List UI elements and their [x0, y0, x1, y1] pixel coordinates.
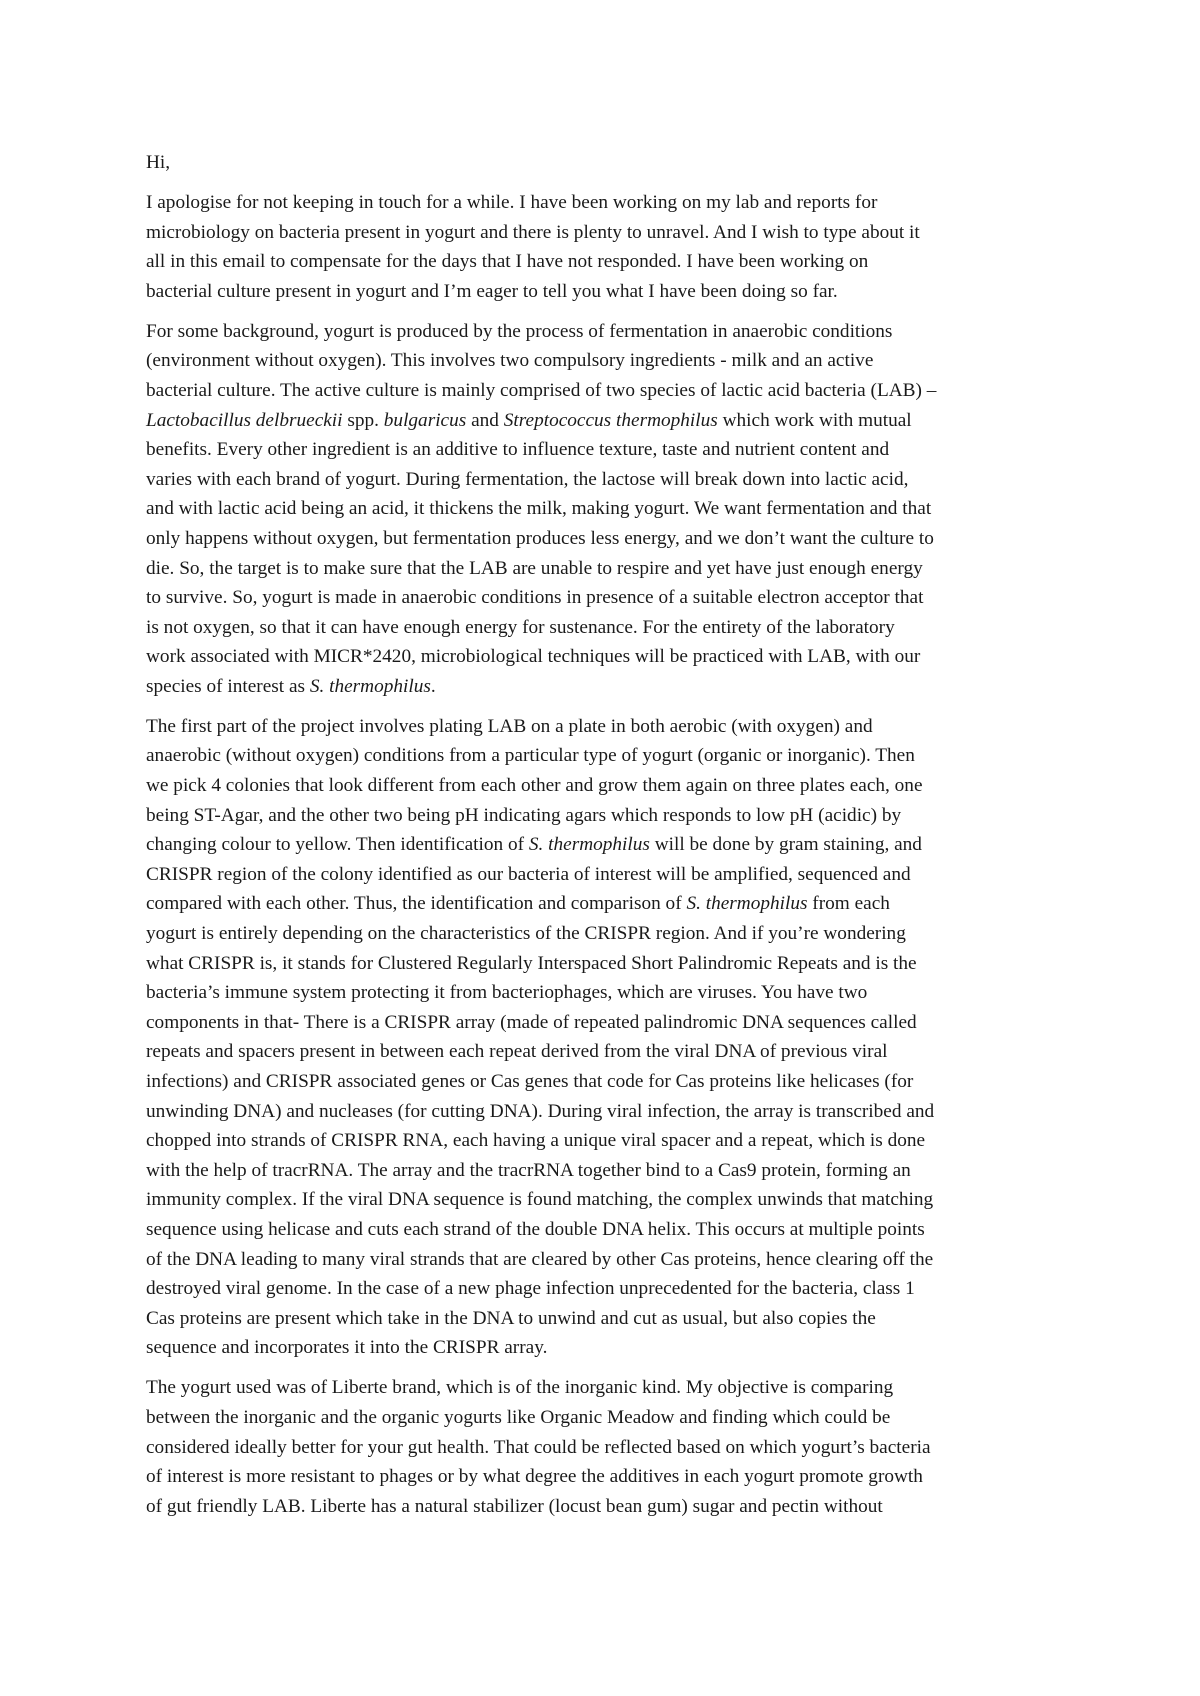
- text-line: [146, 1403, 1066, 1433]
- greeting-text: Hi,: [146, 152, 171, 173]
- text-line: [146, 672, 1066, 702]
- text-segment: with the help of tracrRNA. The array and the tracrRNA together bind to a Cas9 protein, forming an: [146, 1159, 911, 1181]
- text-line: [146, 1037, 1066, 1067]
- text-segment: spp.: [342, 409, 384, 431]
- paragraphs-container: [146, 188, 1066, 1521]
- species-name: bulgaricus: [383, 409, 467, 431]
- text-segment: being ST-Agar, and the other two being pH indicating agars which responds to low pH (acidic) by: [146, 804, 902, 826]
- text-segment: The yogurt used was of Liberte brand, which is of the inorganic kind. My objective is comparing: [146, 1377, 894, 1399]
- text-segment: The first part of the project involves plating LAB on a plate in both aerobic (with oxygen) and: [146, 715, 873, 737]
- text-segment: of interest is more resistant to phages or by what degree the additives in each yogurt promote growth: [146, 1466, 923, 1488]
- text-line: [146, 346, 1066, 376]
- species-name: Lactobacillus delbrueckii: [146, 409, 343, 431]
- text-segment: only happens without oxygen, but fermentation produces less energy, and we don’t want the culture to: [146, 527, 934, 549]
- text-segment: .: [430, 675, 436, 697]
- text-segment: I apologise for not keeping in touch for a while. I have been working on my lab and reports for: [146, 191, 878, 213]
- text-line: [146, 642, 1066, 672]
- text-segment: yogurt is entirely depending on the characteristics of the CRISPR region. And if you’re wondering: [146, 923, 906, 945]
- text-line: [146, 1433, 1066, 1463]
- text-segment: from each: [807, 893, 890, 915]
- text-segment: of the DNA leading to many viral strands that are cleared by other Cas proteins, hence clearing off the: [146, 1248, 934, 1270]
- text-line: [146, 1274, 1066, 1304]
- text-line: [146, 1492, 1066, 1522]
- text-line: [146, 1097, 1066, 1127]
- text-segment: varies with each brand of yogurt. During fermentation, the lactose will break down into lactic acid,: [146, 468, 909, 490]
- text-line: [146, 860, 1066, 890]
- text-line: [146, 1462, 1066, 1492]
- text-line: [146, 317, 1066, 347]
- text-line: [146, 406, 1066, 436]
- text-segment: bacteria’s immune system protecting it from bacteriophages, which are viruses. You have two: [146, 982, 868, 1004]
- text-line: [146, 277, 1066, 307]
- text-segment: bacterial culture present in yogurt and I’m eager to tell you what I have been doing so far.: [146, 280, 838, 302]
- text-segment: anaerobic (without oxygen) conditions from a particular type of yogurt (organic or inorganic). Then: [146, 745, 915, 767]
- text-segment: benefits. Every other ingredient is an additive to influence texture, taste and nutrient content and: [146, 439, 890, 461]
- text-segment: and: [466, 409, 504, 431]
- text-segment: die. So, the target is to make sure that the LAB are unable to respire and yet have just enough energy: [146, 557, 923, 579]
- text-segment: of gut friendly LAB. Liberte has a natural stabilizer (locust bean gum) sugar and pectin without: [146, 1495, 883, 1517]
- text-segment: changing colour to yellow. Then identification of: [146, 834, 529, 856]
- text-segment: sequence and incorporates it into the CRISPR array.: [146, 1337, 548, 1359]
- text-segment: (environment without oxygen). This involves two compulsory ingredients - milk and an active: [146, 350, 874, 372]
- text-line: [146, 741, 1066, 771]
- text-line: [146, 524, 1066, 554]
- text-segment: considered ideally better for your gut health. That could be reflected based on which yogurt’s bacteria: [146, 1436, 931, 1458]
- text-line: [146, 1067, 1066, 1097]
- text-segment: work associated with MICR*2420, microbiological techniques will be practiced with LAB, with our: [146, 646, 921, 668]
- text-line: [146, 613, 1066, 643]
- text-line: [146, 1008, 1066, 1038]
- text-line: [146, 1156, 1066, 1186]
- text-line: [146, 949, 1066, 979]
- text-segment: infections) and CRISPR associated genes or Cas genes that code for Cas proteins like helicases (for: [146, 1070, 914, 1092]
- species-name: S. thermophilus: [528, 834, 650, 856]
- text-segment: bacterial culture. The active culture is mainly comprised of two species of lactic acid bacteria (LAB) –: [146, 379, 937, 401]
- text-segment: what CRISPR is, it stands for Clustered Regularly Interspaced Short Palindromic Repeats and is the: [146, 952, 917, 974]
- text-segment: unwinding DNA) and nucleases (for cutting DNA). During viral infection, the array is transcribed and: [146, 1100, 935, 1122]
- species-name: Streptococcus thermophilus: [503, 409, 718, 431]
- text-segment: species of interest as: [146, 675, 310, 697]
- text-line: [146, 830, 1066, 860]
- text-segment: to survive. So, yogurt is made in anaerobic conditions in presence of a suitable electron acceptor that: [146, 587, 924, 609]
- text-line: [146, 1333, 1066, 1363]
- text-line: [146, 1185, 1066, 1215]
- body-paragraph-2: [146, 317, 1066, 702]
- text-line: [146, 494, 1066, 524]
- text-segment: repeats and spacers present in between each repeat derived from the viral DNA of previous viral: [146, 1041, 888, 1063]
- text-line: [146, 978, 1066, 1008]
- species-name: S. thermophilus: [309, 675, 431, 697]
- text-segment: microbiology on bacteria present in yogurt and there is plenty to unravel. And I wish to type about it: [146, 221, 920, 243]
- text-segment: immunity complex. If the viral DNA sequence is found matching, the complex unwinds that matching: [146, 1189, 934, 1211]
- text-segment: For some background, yogurt is produced by the process of fermentation in anaerobic conditions: [146, 320, 893, 342]
- text-line: [146, 435, 1066, 465]
- text-segment: components in that- There is a CRISPR array (made of repeated palindromic DNA sequences called: [146, 1011, 917, 1033]
- email-body: [146, 148, 1066, 1532]
- text-line: [146, 1245, 1066, 1275]
- text-segment: sequence using helicase and cuts each strand of the double DNA helix. This occurs at multiple points: [146, 1218, 925, 1240]
- species-name: S. thermophilus: [686, 893, 808, 915]
- text-segment: which work with mutual: [717, 409, 912, 431]
- text-segment: CRISPR region of the colony identified as our bacteria of interest will be amplified, sequenced and: [146, 863, 911, 885]
- text-line: [146, 1215, 1066, 1245]
- body-paragraph-3: [146, 712, 1066, 1363]
- text-line: [146, 1304, 1066, 1334]
- text-segment: destroyed viral genome. In the case of a new phage infection unprecedented for the bacteria, class 1: [146, 1278, 915, 1300]
- text-segment: chopped into strands of CRISPR RNA, each having a unique viral spacer and a repeat, which is done: [146, 1130, 926, 1152]
- greeting: [146, 148, 1066, 178]
- text-line: [146, 583, 1066, 613]
- text-line: [146, 919, 1066, 949]
- text-line: [146, 889, 1066, 919]
- text-line: [146, 465, 1066, 495]
- text-line: [146, 1126, 1066, 1156]
- text-segment: between the inorganic and the organic yogurts like Organic Meadow and finding which could be: [146, 1406, 891, 1428]
- text-line: [146, 554, 1066, 584]
- text-line: [146, 1373, 1066, 1403]
- text-segment: all in this email to compensate for the days that I have not responded. I have been working on: [146, 251, 869, 273]
- text-line: [146, 247, 1066, 277]
- text-segment: Cas proteins are present which take in the DNA to unwind and cut as usual, but also copies the: [146, 1307, 876, 1329]
- body-paragraph-4: [146, 1373, 1066, 1521]
- text-line: [146, 801, 1066, 831]
- text-line: [146, 771, 1066, 801]
- text-segment: we pick 4 colonies that look different from each other and grow them again on three plates each, one: [146, 775, 923, 797]
- text-segment: is not oxygen, so that it can have enough energy for sustenance. For the entirety of the laboratory: [146, 616, 895, 638]
- text-segment: compared with each other. Thus, the identification and comparison of: [146, 893, 687, 915]
- text-line: [146, 218, 1066, 248]
- text-line: [146, 712, 1066, 742]
- body-paragraph-1: [146, 188, 1066, 306]
- text-segment: will be done by gram staining, and: [649, 834, 922, 856]
- text-segment: and with lactic acid being an acid, it thickens the milk, making yogurt. We want fermentation and that: [146, 498, 932, 520]
- text-line: [146, 376, 1066, 406]
- text-line: [146, 188, 1066, 218]
